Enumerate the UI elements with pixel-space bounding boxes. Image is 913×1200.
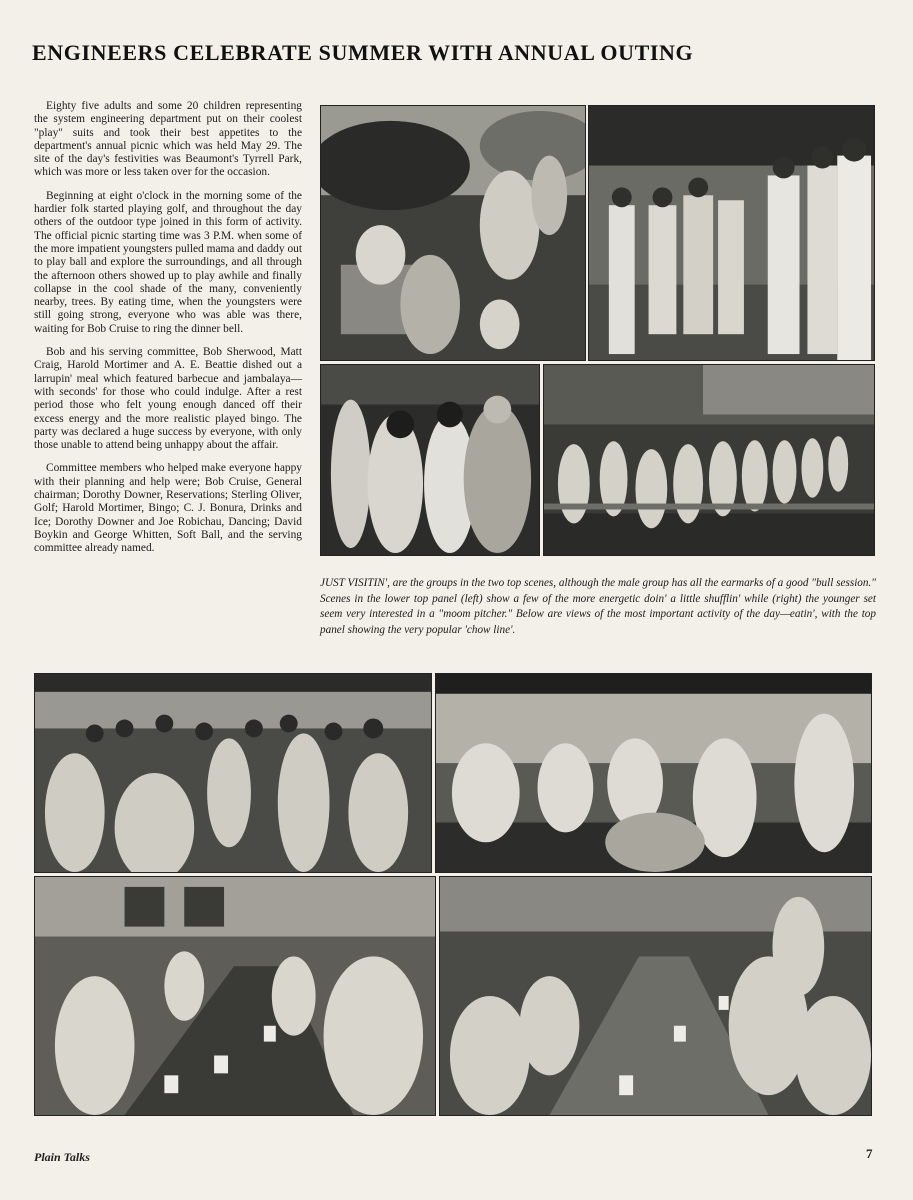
publication-name: Plain Talks bbox=[34, 1150, 90, 1164]
photo-eating-right bbox=[439, 876, 872, 1116]
photo-chow-line-left bbox=[34, 673, 432, 873]
photo-bull-session bbox=[588, 105, 875, 361]
article-body bbox=[34, 100, 302, 566]
article-paragraph: Beginning at eight o'clock in the morning some of the hardier folk started playing golf, and throughout the day others of the outdoor type joined in this form of activity. The official picnic starting time was 3 P.M. when some of the more impatient youngsters pulled mama and daddy out to play ball and explore the surroundings, and all through the afternoon others showed up to play awhile and finally collapse in the cool shade of the many, conveniently nearby, trees. By eating time, when the youngsters were still going strong, everyone who was able was there, waiting for Bob Cruise to ring the dinner bell. bbox=[34, 189, 302, 335]
article-paragraph: Committee members who helped make everyone happy with their planning and help were; Bob Cruise, General chairman; Dorothy Downer, Reservations; Sterling Oliver, Golf; Harold Mortimer, Bingo; C. J. Bonura, Drinks and Ice; Dorothy Downer and Joe Robichau, Dancing; David Boykin and George Whitten, Soft Ball, and the serving committee already named. bbox=[34, 462, 302, 555]
photo-eating-left bbox=[34, 876, 436, 1116]
photo-chow-line-right bbox=[435, 673, 872, 873]
headline: ENGINEERS CELEBRATE SUMMER WITH ANNUAL OUTING bbox=[32, 40, 694, 65]
photo-children-movie bbox=[543, 364, 875, 556]
photo-dancing bbox=[320, 364, 540, 556]
photo-picnic-lawn bbox=[320, 105, 586, 361]
article-paragraph: Bob and his serving committee, Bob Sherwood, Matt Craig, Harold Mortimer and A. E. Beattie dished out a larrupin' meal which featured barbecue and jambalaya—with seconds' for those who could indulge. After a rest period those who felt young enough danced off their excess energy and the more realistic played bingo. The party was declared a huge success by everyone, with only those unable to attend being unhappy about the affair. bbox=[34, 346, 302, 452]
page-number: 7 bbox=[866, 1146, 873, 1161]
article-paragraph: Eighty five adults and some 20 children representing the system engineering department put on their coolest "play" suits and took their best appetites to the department's annual picnic which was held May 29. The site of the day's festivities was Beaumont's Tyrrell Park, which was more or less taken over for the occasion. bbox=[34, 100, 302, 179]
photo-caption: JUST VISITIN', are the groups in the two top scenes, although the male group has all the earmarks of a good "bull session." Scenes in the lower top panel (left) show a few of the more energetic doin' a little shufflin' while (right) the younger set seem very interested in a "moom pitcher." Below are views of the most important activity of the day—eatin', with the top panel showing the very popular 'chow line'. bbox=[320, 577, 876, 636]
